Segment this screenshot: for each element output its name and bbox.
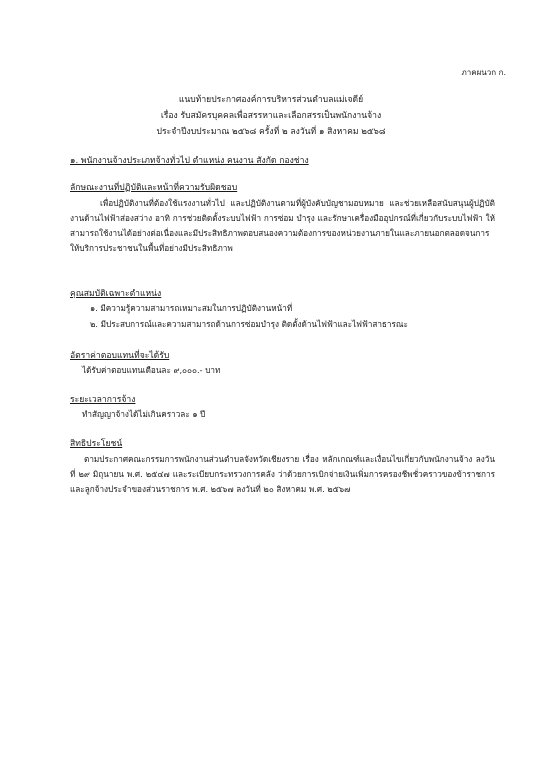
term-text: ทำสัญญาจ้างได้ไม่เกินคราวละ ๑ ปี bbox=[82, 409, 206, 419]
qualification-item-1: ๑. มีความรู้ความสามารถเหมาะสมในการปฏิบัติงานหน้าที่ bbox=[90, 303, 293, 313]
benefits-text: ตามประกาศคณะกรรมการพนักงานส่วนตำบลจังหวัดเชียงราย เรื่อง หลักเกณฑ์และเงื่อนไขเกี่ยวกับพนักงานจ้าง ลงวันที่ ๒๙ มิถุนายน พ.ศ. ๒๕๔๗ และระเบียบกระทรวงการคลัง ว่าด้วยการเบิกจ่ายเงินเพิ่มการครองชีพชั่วคราวของข้าราชการและลูกจ้างประจำของส่วนราชการ พ.ศ. ๒๕๖๗ ลงวันที่ ๒๐ สิงหาคม พ.ศ. ๒๕๖๗ bbox=[70, 454, 495, 494]
pay-text: ได้รับค่าตอบแทนเดือนละ ๙,๐๐๐.- บาท bbox=[82, 365, 221, 375]
title-line-2: เรื่อง รับสมัครบุคคลเพื่อสรรหาและเลือกสรรเป็นพนักงานจ้าง bbox=[160, 111, 382, 121]
qualifications-heading: คุณสมบัติเฉพาะตำแหน่ง bbox=[70, 289, 162, 299]
title-line-3: ประจำปีงบประมาณ ๒๕๖๘ ครั้งที่ ๒ ลงวันที่ ๑ สิงหาคม ๒๕๖๘ bbox=[156, 127, 386, 137]
pay-heading: อัตราค่าตอบแทนที่จะได้รับ bbox=[70, 351, 170, 361]
title-line-1: แนบท้ายประกาศองค์การบริหารส่วนตำบลแม่เจดีย์ bbox=[178, 95, 364, 105]
term-heading: ระยะเวลาการจ้าง bbox=[70, 395, 136, 405]
qualification-item-2: ๒. มีประสบการณ์และความสามารถด้านการซ่อมบำรุง ติดตั้งด้านไฟฟ้าและไฟฟ้าสาธารณะ bbox=[90, 319, 408, 329]
annex-label: ภาคผนวก ก. bbox=[461, 68, 506, 77]
duties-heading: ลักษณะงานที่ปฏิบัติและหน้าที่ความรับผิดชอบ bbox=[70, 183, 238, 193]
benefits-heading: สิทธิประโยชน์ bbox=[70, 439, 123, 449]
duties-text: เพื่อปฏิบัติงานที่ต้องใช้แรงงานทั่วไป และปฏิบัติงานตามที่ผู้บังคับบัญชามอบหมาย และช่วยเหลือสนับสนุนผู้ปฏิบัติงานด้านไฟฟ้าส่องสว่าง อาทิ การช่วยติดตั้งระบบไฟฟ้า การซ่อม บำรุง และรักษาเครื่องมืออุปกรณ์ที่เกี่ยวกับระบบไฟฟ้า ให้สามารถใช้งานได้อย่างต่อเนื่องและมีประสิทธิภาพตอบสนองความต้องการของหน่วยงานภายในและภายนอกตลอดจนการให้บริการประชาชนในพื้นที่อย่างมีประสิทธิภาพ bbox=[70, 198, 495, 253]
position-heading: ๑. พนักงานจ้างประเภทจ้างทั่วไป ตำแหน่ง คนงาน สังกัด กองช่าง bbox=[70, 156, 309, 166]
